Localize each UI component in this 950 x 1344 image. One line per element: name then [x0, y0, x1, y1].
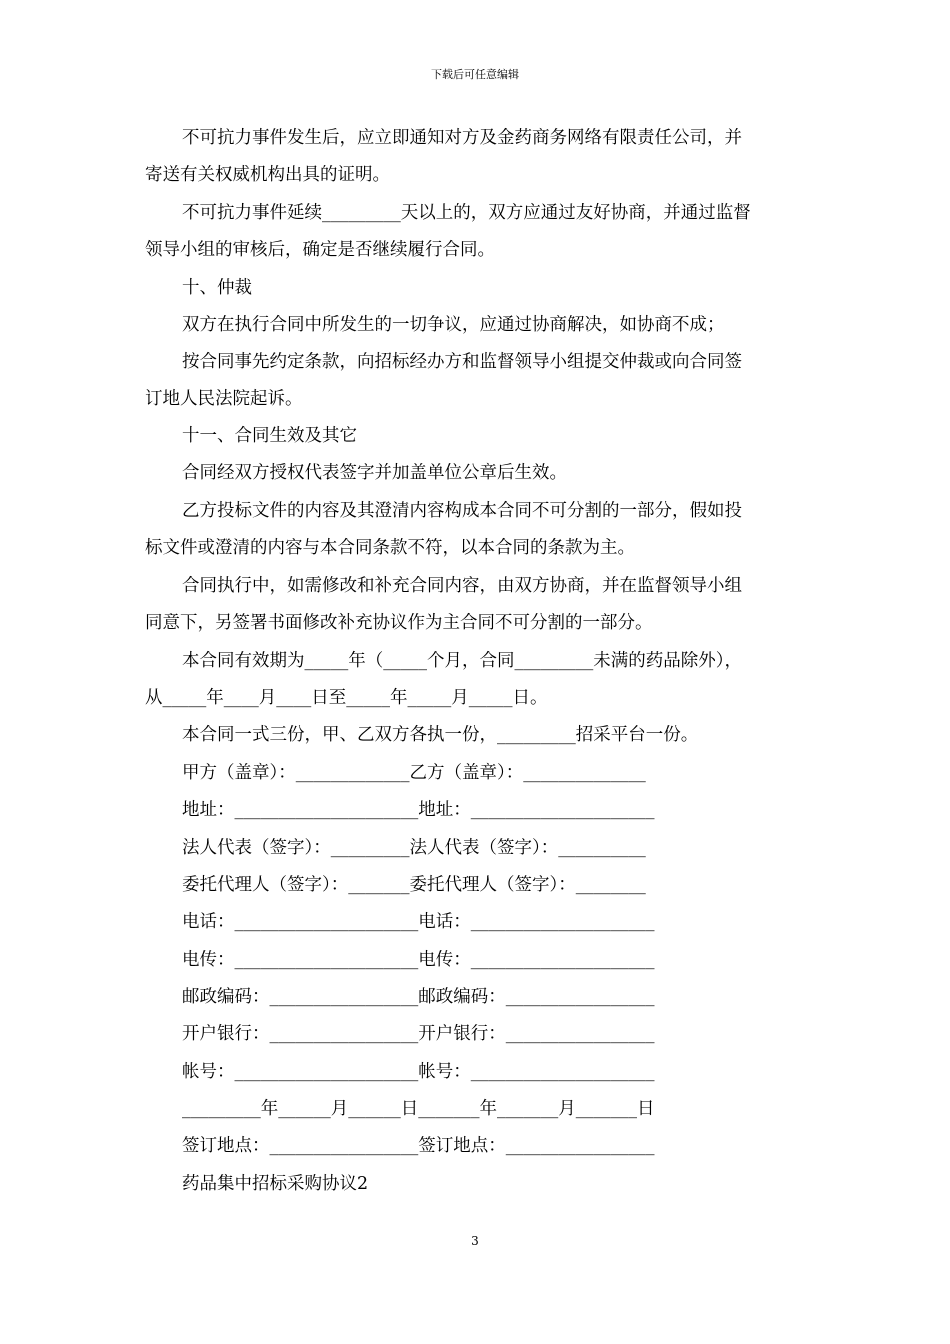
- signature-row-postcode: 邮政编码：_________________邮政编码：_________________: [182, 987, 655, 1007]
- paragraph-line: 寄送有关权威机构出具的证明。: [145, 165, 390, 185]
- paragraph-line: 合同执行中，如需修改和补充合同内容，由双方协商，并在监督领导小组: [182, 576, 742, 596]
- signature-row-agent: 委托代理人（签字）：_______委托代理人（签字）：________: [182, 875, 646, 895]
- section-heading: 十、仲裁: [182, 278, 252, 298]
- signature-row-place: 签订地点：_________________签订地点：_________________: [182, 1136, 655, 1156]
- section-heading: 十一、合同生效及其它: [182, 426, 357, 446]
- page-number: 3: [471, 1234, 479, 1248]
- paragraph-line: 订地人民法院起诉。: [145, 389, 303, 409]
- signature-row-bank: 开户银行：_________________开户银行：_________________: [182, 1024, 655, 1044]
- signature-row-date: _________年______月______日_______年_______月_______日: [182, 1099, 655, 1119]
- paragraph-line: 按合同事先约定条款，向招标经办方和监督领导小组提交仲裁或向合同签: [182, 352, 742, 372]
- paragraph-line: 领导小组的审核后，确定是否继续履行合同。: [145, 240, 495, 260]
- paragraph-line: 标文件或澄清的内容与本合同条款不符，以本合同的条款为主。: [145, 538, 635, 558]
- paragraph-line: 不可抗力事件延续_________天以上的，双方应通过友好协商，并通过监督: [182, 203, 751, 223]
- signature-row-seal: 甲方（盖章）：_____________乙方（盖章）：______________: [182, 763, 646, 783]
- signature-row-legal-rep: 法人代表（签字）：_________法人代表（签字）：__________: [182, 838, 646, 858]
- paragraph-line: 同意下，另签署书面修改补充协议作为主合同不可分割的一部分。: [145, 613, 653, 633]
- signature-row-phone: 电话：_____________________电话：_____________________: [182, 912, 655, 932]
- signature-row-address: 地址：_____________________地址：_____________________: [182, 800, 655, 820]
- paragraph-line: 双方在执行合同中所发生的一切争议，应通过协商解决，如协商不成；: [182, 315, 725, 335]
- paragraph-line: 合同经双方授权代表签字并加盖单位公章后生效。: [182, 463, 567, 483]
- paragraph-line: 从_____年____月____日至_____年_____月_____日。: [145, 688, 548, 708]
- document-subtitle: 药品集中招标采购协议2: [182, 1174, 369, 1194]
- signature-row-fax: 电传：_____________________电传：_____________________: [182, 950, 655, 970]
- page-header: 下载后可任意编辑: [431, 68, 519, 81]
- signature-row-account: 帐号：_____________________帐号：_____________________: [182, 1062, 655, 1082]
- paragraph-line: 本合同有效期为_____年（_____个月，合同_________未满的药品除外），: [182, 651, 742, 671]
- paragraph-line: 本合同一式三份，甲、乙双方各执一份，_________招采平台一份。: [182, 725, 699, 745]
- paragraph-line: 不可抗力事件发生后，应立即通知对方及金药商务网络有限责任公司，并: [182, 128, 742, 148]
- paragraph-line: 乙方投标文件的内容及其澄清内容构成本合同不可分割的一部分，假如投: [182, 501, 742, 521]
